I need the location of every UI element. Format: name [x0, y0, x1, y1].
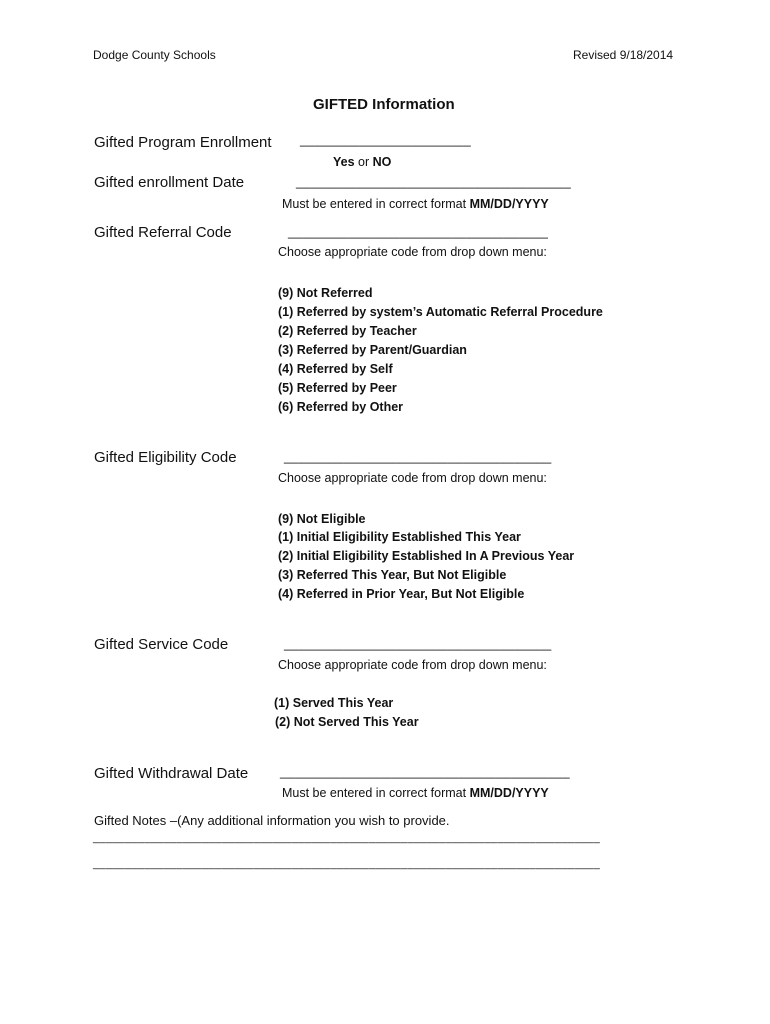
service-code-field[interactable]: ____________________________________ — [284, 636, 552, 651]
eligibility-code-label: Gifted Eligibility Code — [94, 449, 237, 466]
referral-option: (4) Referred by Self — [278, 362, 393, 376]
withdrawal-date-field[interactable]: _______________________________________ — [280, 764, 570, 779]
enrollment-field[interactable]: _______________________ — [300, 132, 471, 147]
eligibility-option: (1) Initial Eligibility Established This Year — [278, 530, 521, 544]
referral-option: (3) Referred by Parent/Guardian — [278, 343, 467, 357]
hint-format: MM/DD/YYYY — [469, 786, 549, 800]
enrollment-date-hint — [282, 197, 549, 211]
referral-code-label: Gifted Referral Code — [94, 224, 232, 241]
eligibility-code-field[interactable]: ____________________________________ — [284, 449, 552, 464]
eligibility-code-hint: Choose appropriate code from drop down menu: — [278, 471, 547, 485]
service-code-hint: Choose appropriate code from drop down menu: — [278, 658, 547, 672]
header-school-name: Dodge County Schools — [93, 48, 216, 62]
service-option: (1) Served This Year — [274, 696, 394, 710]
eligibility-option: (3) Referred This Year, But Not Eligible — [278, 568, 507, 582]
notes-line-1[interactable]: _______________________________________________________________________________ — [93, 832, 600, 844]
notes-label: Gifted Notes –(Any additional information you wish to provide. — [94, 813, 450, 828]
referral-option: (9) Not Referred — [278, 286, 373, 300]
referral-option: (5) Referred by Peer — [278, 381, 397, 395]
hint-prefix: Must be entered in correct format — [282, 197, 470, 211]
hint-prefix: Must be entered in correct format — [282, 786, 470, 800]
eligibility-option: (2) Initial Eligibility Established In A Previous Year — [278, 549, 575, 563]
enrollment-date-field[interactable]: _____________________________________ — [296, 174, 571, 189]
hint-no: NO — [372, 155, 392, 169]
referral-option: (6) Referred by Other — [278, 400, 404, 414]
eligibility-option: (4) Referred in Prior Year, But Not Eligible — [278, 587, 525, 601]
withdrawal-date-label: Gifted Withdrawal Date — [94, 765, 249, 782]
enrollment-date-label: Gifted enrollment Date — [94, 174, 245, 191]
eligibility-option: (9) Not Eligible — [278, 512, 366, 526]
withdrawal-date-hint — [282, 786, 549, 800]
enrollment-label: Gifted Program Enrollment — [94, 134, 272, 151]
referral-code-field[interactable]: ___________________________________ — [288, 224, 549, 239]
referral-option: (1) Referred by system’s Automatic Referral Procedure — [278, 305, 603, 319]
service-code-label: Gifted Service Code — [94, 636, 229, 653]
hint-yes: Yes — [333, 155, 355, 169]
referral-option: (2) Referred by Teacher — [278, 324, 417, 338]
referral-code-hint: Choose appropriate code from drop down menu: — [278, 245, 547, 259]
hint-or: or — [354, 155, 373, 169]
enrollment-hint — [333, 155, 391, 169]
page-title: GIFTED Information — [313, 96, 455, 113]
service-option: (2) Not Served This Year — [275, 715, 419, 729]
hint-format: MM/DD/YYYY — [469, 197, 549, 211]
notes-line-2[interactable]: _______________________________________________________________________________ — [93, 858, 600, 870]
header-revision-date: Revised 9/18/2014 — [573, 48, 674, 62]
